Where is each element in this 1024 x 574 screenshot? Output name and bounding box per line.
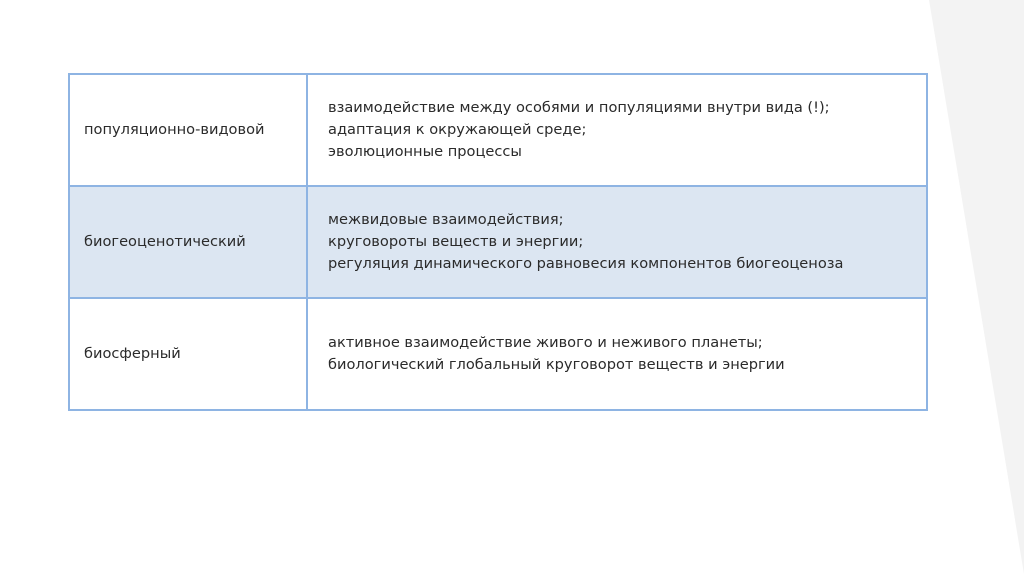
table-row bbox=[69, 74, 927, 186]
level-description-cell bbox=[307, 74, 927, 186]
level-description-cell bbox=[307, 186, 927, 298]
corner-shade-decoration bbox=[929, 0, 1024, 574]
description-line: круговороты веществ и энергии; bbox=[328, 233, 584, 250]
level-name-cell bbox=[69, 186, 307, 298]
level-description-cell bbox=[307, 298, 927, 410]
table-row bbox=[69, 186, 927, 298]
description-line: адаптация к окружающей среде; bbox=[328, 121, 587, 138]
description-line: регуляция динамического равновесия компонентов биогеоценоза bbox=[328, 255, 844, 272]
level-name-cell bbox=[69, 74, 307, 186]
level-name: биогеоценотический bbox=[84, 233, 246, 250]
level-name: биосферный bbox=[84, 345, 181, 362]
description-line: взаимодействие между особями и популяциями внутри вида (!); bbox=[328, 99, 830, 116]
description-line: активное взаимодействие живого и неживого планеты; bbox=[328, 334, 763, 351]
description-line: биологический глобальный круговорот веществ и энергии bbox=[328, 356, 785, 373]
level-name: популяционно-видовой bbox=[84, 121, 265, 138]
description-line: эволюционные процессы bbox=[328, 143, 522, 160]
description-line: межвидовые взаимодействия; bbox=[328, 211, 564, 228]
organization-levels-table bbox=[68, 73, 928, 411]
table-row bbox=[69, 298, 927, 410]
level-name-cell bbox=[69, 298, 307, 410]
